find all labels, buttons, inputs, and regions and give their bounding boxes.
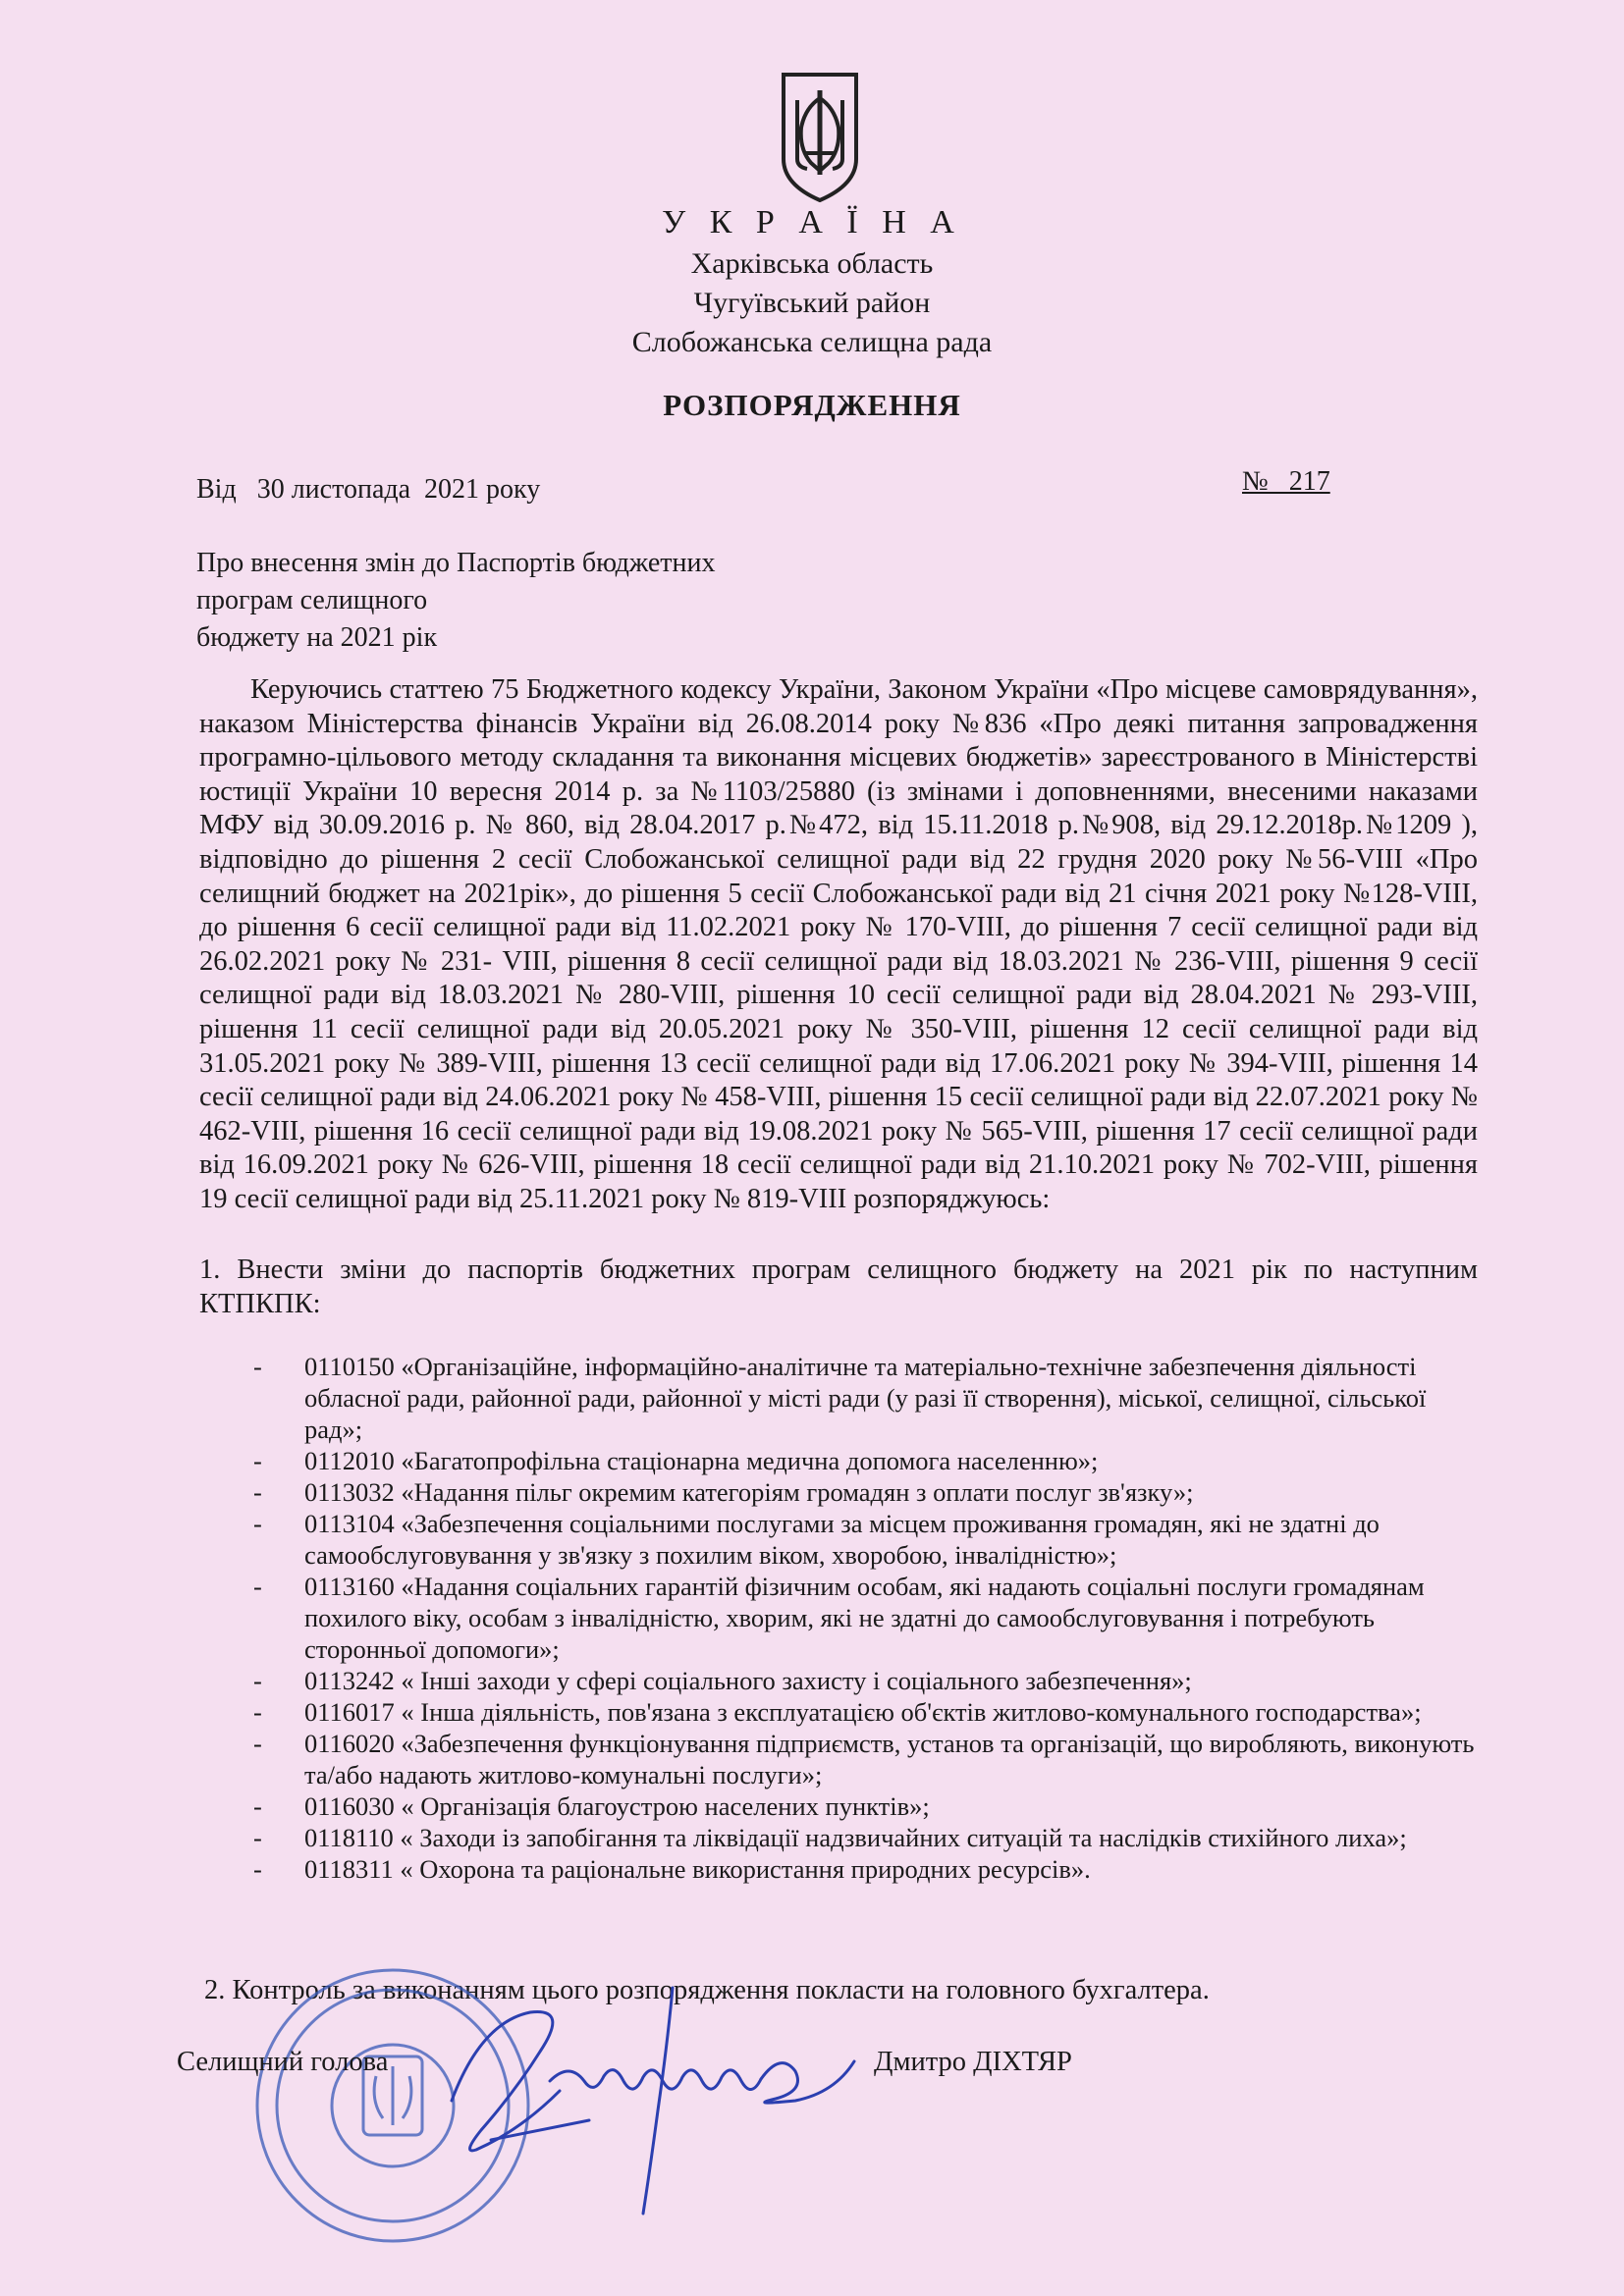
signatory-name: Дмитро ДІХТЯР	[874, 2047, 1072, 2077]
subject-line: бюджету на 2021 рік	[196, 622, 438, 653]
subject-line: програм селищного	[196, 585, 428, 615]
list-item: - 0113032 «Надання пільг окремим категоріям громадян з оплати послуг зв'язку»;	[253, 1476, 1486, 1508]
country-name: У К Р А Ї Н А	[662, 204, 962, 240]
order-item-2: 2. Контроль за виконанням цього розпорядження покласти на головного бухгалтера.	[204, 1975, 1210, 2005]
region-name: Харківська область	[690, 247, 934, 280]
document-number: № 217	[1242, 466, 1330, 497]
handwritten-signature-icon	[422, 1983, 874, 2218]
list-item: - 0116020 «Забезпечення функціонування підприємств, установ та організацій, що виробляють, виконують та/або надають житлово-комунальні послуги»;	[253, 1728, 1486, 1790]
list-item: - 0116017 « Інша діяльність, пов'язана з експлуатацією об'єктів житлово-комунального господарства»;	[253, 1696, 1486, 1728]
subject-line: Про внесення змін до Паспортів бюджетних	[196, 548, 716, 578]
list-item: - 0113160 «Надання соціальних гарантій фізичним особам, які надають соціальні послуги громадянам похилого віку, особам з інвалідністю, хворим, які не здатні до самообслуговування і потребують сторонньої допомоги»;	[253, 1571, 1486, 1665]
list-item: - 0116030 « Організація благоустрою населених пунктів»;	[253, 1790, 1486, 1822]
list-item: - 0112010 «Багатопрофільна стаціонарна медична допомога населенню»;	[253, 1445, 1486, 1476]
letterhead	[0, 201, 1624, 362]
list-item: - 0113104 «Забезпечення соціальними послугами за місцем проживання громадян, які не здатні до самообслуговування у зв'язку з похилим віком, хворобою, інвалідністю»;	[253, 1508, 1486, 1571]
council-name: Слобожанська селищна рада	[631, 326, 993, 358]
district-name: Чугуївський район	[693, 287, 931, 319]
document-title: РОЗПОРЯДЖЕННЯ	[663, 388, 961, 422]
budget-program-list	[253, 1351, 1486, 1885]
order-item-1: 1. Внести зміни до паспортів бюджетних програм селищного бюджету на 2021 рік по наступним КТПКПК:	[199, 1255, 1478, 1319]
list-item: - 0110150 «Організаційне, інформаційно-аналітичне та матеріально-технічне забезпечення діяльності обласної ради, районної ради, районної у місті ради (у разі її створення), міської, селищної, сільської рад»;	[253, 1351, 1486, 1445]
list-item: - 0113242 « Інші заходи у сфері соціального захисту і соціального забезпечення»;	[253, 1665, 1486, 1696]
list-item: - 0118110 « Заходи із запобігання та ліквідації надзвичайних ситуацій та наслідків стихійного лиха»;	[253, 1822, 1486, 1853]
document-subject	[196, 545, 716, 657]
document-date: Від 30 листопада 2021 року	[196, 474, 541, 505]
list-item: - 0118311 « Охорона та раціональне використання природних ресурсів».	[253, 1853, 1486, 1885]
preamble-paragraph: Керуючись статтею 75 Бюджетного кодексу України, Законом України «Про місцеве самоврядування», наказом Міністерства фінансів України від 26.08.2014 року №836 «Про деякі питання запровадження програмно-цільового методу складання та виконання місцевих бюджетів» зареєстрованого в Міністерстві юстиції України 10 вересня 2014 р. за №1103/25880 (із змінами і доповненнями, внесеними наказами МФУ від 30.09.2016 р. № 860, від 28.04.2017 р.№472, від 15.11.2018 р.№908, від 29.12.2018р.№1209 ), відповідно до рішення 2 сесії Слобожанської селищної ради від 22 грудня 2020 року №56-VIII «Про селищний бюджет на 2021рік», до рішення 5 сесії Слобожанської ради від 21 січня 2021 року №128-VIII, до рішення 6 сесії селищної ради від 11.02.2021 року № 170-VIII, до рішення 7 сесії селищної ради від 26.02.2021 року № 231- VIII, рішення 8 сесії селищної ради від 18.03.2021 № 236-VIII, рішення 9 сесії селищної ради від 18.03.2021 № 280-VIII, рішення 10 сесії селищної ради від 28.04.2021 № 293-VIII, рішення 11 сесії селищної ради від 20.05.2021 року № 350-VIII, рішення 12 сесії селищної ради від 31.05.2021 року № 389-VIII, рішення 13 сесії селищної ради від 17.06.2021 року № 394-VIII, рішення 14 сесії селищної ради від 24.06.2021 року № 458-VIII, рішення 15 сесії селищної ради від 22.07.2021 року № 462-VIII, рішення 16 сесії селищної ради від 19.08.2021 року № 565-VIII, рішення 17 сесії селищної ради від 16.09.2021 року № 626-VIII, рішення 18 сесії селищної ради від 21.10.2021 року № 702-VIII, рішення 19 сесії селищної ради від 25.11.2021 року № 819-VIII розпоряджуюсь:	[199, 674, 1478, 1214]
signatory-title: Селищний голова	[177, 2047, 389, 2077]
coat-of-arms-icon	[776, 69, 864, 206]
